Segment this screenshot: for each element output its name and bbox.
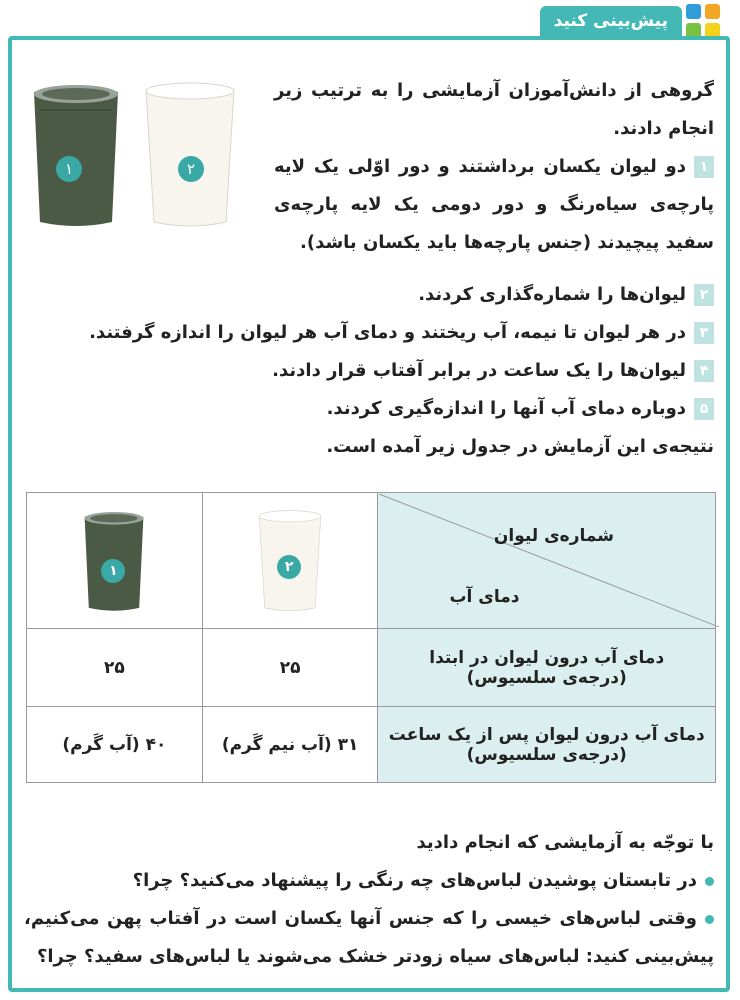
step-item <box>24 276 714 314</box>
table-row <box>27 629 716 707</box>
step-text: دو لیوان یکسان برداشتند و دور اوّلی یک لایه پارچه‌ی سیاه‌رنگ و دور دومی یک لایه پارچه‌ی سفید پیچیدند (جنس پارچه‌ها باید یکسان باشد). <box>274 156 714 253</box>
row-label: دمای آب درون لیوان در ابتدا (درجه‌ی سلسیوس) <box>378 629 716 707</box>
cup-number-badge: ۱ <box>56 156 82 182</box>
step-item <box>24 314 714 352</box>
step-number: ۲ <box>694 284 714 306</box>
step-number: ۴ <box>694 360 714 382</box>
water-temp-header: دمای آب <box>449 587 520 607</box>
step-number: ۵ <box>694 398 714 420</box>
row-label: دمای آب درون لیوان پس از یک ساعت (درجه‌ی سلسیوس) <box>378 707 716 783</box>
white-cup-image <box>255 505 325 617</box>
step-item <box>274 148 714 262</box>
steps-list <box>24 276 714 466</box>
white-cup-image <box>140 80 240 234</box>
cup-number-badge: ۱ <box>101 559 125 583</box>
black-cup-value: ۴۰ (آب گَرم) <box>27 707 203 783</box>
intro-paragraph <box>274 72 714 262</box>
cup-number-badge: ۲ <box>178 156 204 182</box>
step-number: ۱ <box>694 156 714 178</box>
bullet-icon <box>705 915 714 924</box>
question-item: در تابستان پوشیدن لباس‌های چه رنگی را پیشنهاد می‌کنید؟ چرا؟ <box>24 862 714 900</box>
black-cup-header-cell <box>27 493 203 629</box>
diagonal-line <box>379 494 719 627</box>
result-intro: نتیجه‌ی این آزمایش در جدول زیر آمده است. <box>326 436 714 457</box>
step-text: در هر لیوان تا نیمه، آب ریختند و دمای آب هر لیوان را اندازه گرفتند. <box>89 322 686 343</box>
white-cup-header-cell <box>202 493 378 629</box>
question-item: وقتی لباس‌های خیسی را که جنس آنها یکسان است در آفتاب پهن می‌کنیم، پیش‌بینی کنید: لباس‌های سیاه زودتر خشک می‌شوند یا لباس‌های سفید؟ چرا؟ <box>24 908 714 967</box>
step-item <box>24 352 714 390</box>
step-text: دوباره دمای آب آنها را اندازه‌گیری کردند. <box>326 398 686 419</box>
intro-text: گروهی از دانش‌آموزان آزمایشی را به ترتیب زیر انجام دادند. <box>274 80 714 139</box>
logo-square <box>686 4 701 19</box>
cup-number-badge: ۲ <box>277 555 301 579</box>
black-cup-image <box>79 505 149 617</box>
black-cup-value: ۲۵ <box>27 629 203 707</box>
diagonal-header-cell <box>378 493 716 629</box>
step-number: ۳ <box>694 322 714 344</box>
bullet-icon <box>705 877 714 886</box>
step-item <box>24 390 714 428</box>
section-title: پیش‌بینی کنید <box>540 6 682 36</box>
white-cup-value: ۲۵ <box>202 629 378 707</box>
questions-block <box>24 824 714 976</box>
book-logo <box>686 4 720 38</box>
black-cup-image <box>26 80 126 234</box>
step-text: لیوان‌ها را شماره‌گذاری کردند. <box>418 284 686 305</box>
cup-number-header: شماره‌ی لیوان <box>493 526 614 546</box>
questions-lead: با توجّه به آزمایشی که انجام دادید <box>416 832 714 853</box>
table-row <box>27 707 716 783</box>
step-text: لیوان‌ها را یک ساعت در برابر آفتاب قرار دادند. <box>272 360 686 381</box>
results-table <box>26 492 716 783</box>
logo-square <box>705 4 720 19</box>
white-cup-value: ۳۱ (آب نیم گَرم) <box>202 707 378 783</box>
